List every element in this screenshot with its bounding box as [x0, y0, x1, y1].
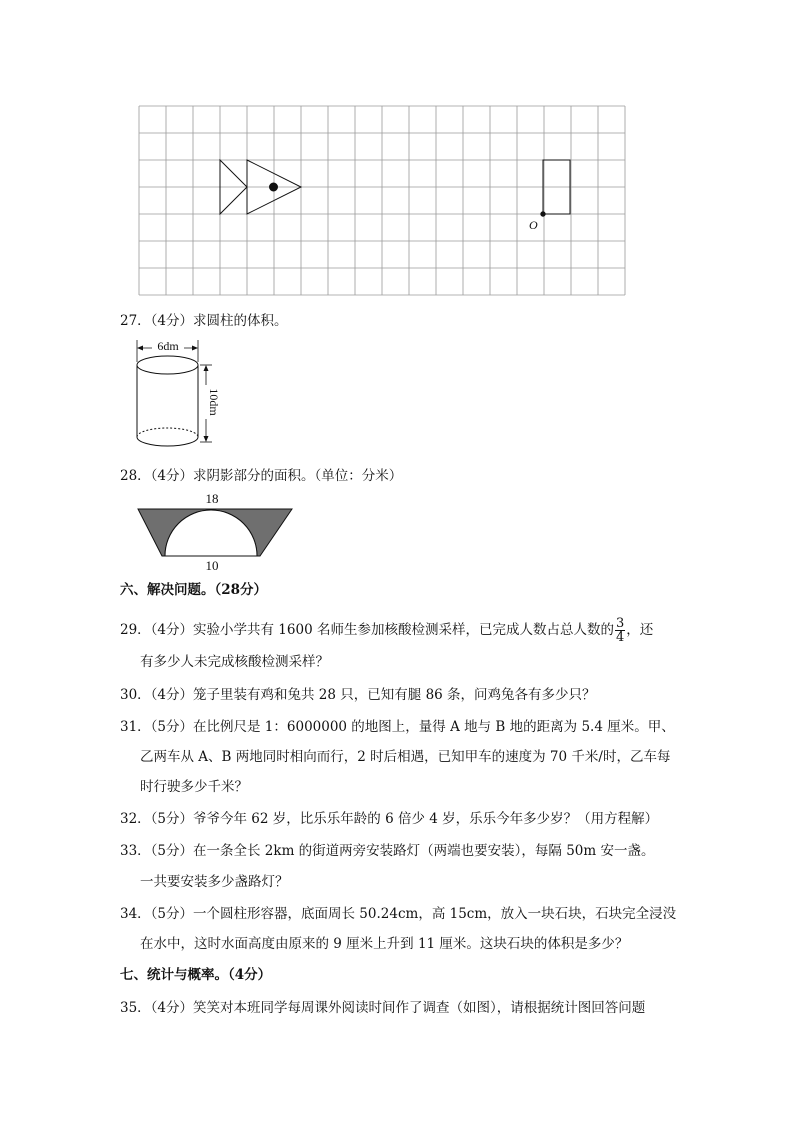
grid-lines [139, 106, 625, 295]
question-34-line2: 在水中，这时水面高度由原来的 9 厘米上升到 11 厘米。这块石块的体积是多少？ [140, 936, 629, 952]
question-33-line2: 一共要安装多少盏路灯？ [140, 874, 289, 890]
question-34-line1: 34．（5分）一个圆柱形容器，底面周长 50.24cm，高 15cm，放入一块石块，石块完全浸没 [120, 906, 677, 922]
section-6-title: 六、解决问题。（28分） [120, 582, 268, 598]
fraction-three-quarters [615, 617, 625, 644]
question-29-line1 [120, 617, 653, 644]
question-29-text-a: 29．（4分）实验小学共有 1600 名师生参加核酸检测采样，已完成人数占总人数的 [120, 622, 614, 638]
height-label: 10dm [207, 388, 221, 416]
fraction-numerator: 3 [615, 616, 625, 631]
diameter-label: 6dm [157, 339, 179, 353]
cylinder-bottom-front [137, 437, 198, 446]
question-29-text-b: ，还 [626, 622, 654, 638]
trapezoid-figure [130, 490, 300, 574]
point-o [541, 212, 545, 216]
grid-figure [130, 100, 630, 298]
question-30: 30．（4分）笼子里装有鸡和兔共 28 只，已知有腿 86 条，问鸡兔各有多少只？ [120, 687, 596, 703]
cylinder-figure [128, 335, 228, 455]
cylinder-bottom-back [137, 428, 198, 437]
question-32: 32．（5分）爷爷今年 62 岁，比乐乐年龄的 6 倍少 4 岁，乐乐今年多少岁？（用方程解） [120, 811, 659, 827]
cylinder-top [137, 356, 198, 374]
question-31-line1: 31．（5分）在比例尺是 1：6000000 的地图上，量得 A 地与 B 地的距离为 5.4 厘米。甲、 [120, 719, 675, 735]
rectangle-shape [541, 160, 570, 216]
question-29-line2: 有多少人未完成核酸检测采样？ [140, 654, 329, 670]
question-33-line1: 33．（5分）在一条全长 2km 的街道两旁安装路灯（两端也要安装），每隔 50m 安一盏。 [120, 843, 655, 859]
top-length-label: 18 [205, 491, 219, 506]
question-35: 35．（4分）笑笑对本班同学每周课外阅读时间作了调查（如图），请根据统计图回答问题 [120, 1000, 646, 1016]
question-31-line2: 乙两车从 A、B 两地同时相向而行，2 时后相遇，已知甲车的速度为 70 千米/时，乙车每 [140, 749, 671, 765]
point-o-label: O [529, 218, 538, 232]
section-7-title: 七、统计与概率。（4分） [120, 967, 272, 983]
question-28: 28．（4分）求阴影部分的面积。（单位：分米） [120, 468, 403, 484]
question-27: 27．（4分）求圆柱的体积。 [120, 313, 288, 329]
fish-eye [270, 183, 278, 191]
fraction-denominator: 4 [615, 630, 625, 645]
bottom-length-label: 10 [205, 558, 219, 573]
question-31-line3: 时行驶多少千米？ [140, 779, 248, 795]
